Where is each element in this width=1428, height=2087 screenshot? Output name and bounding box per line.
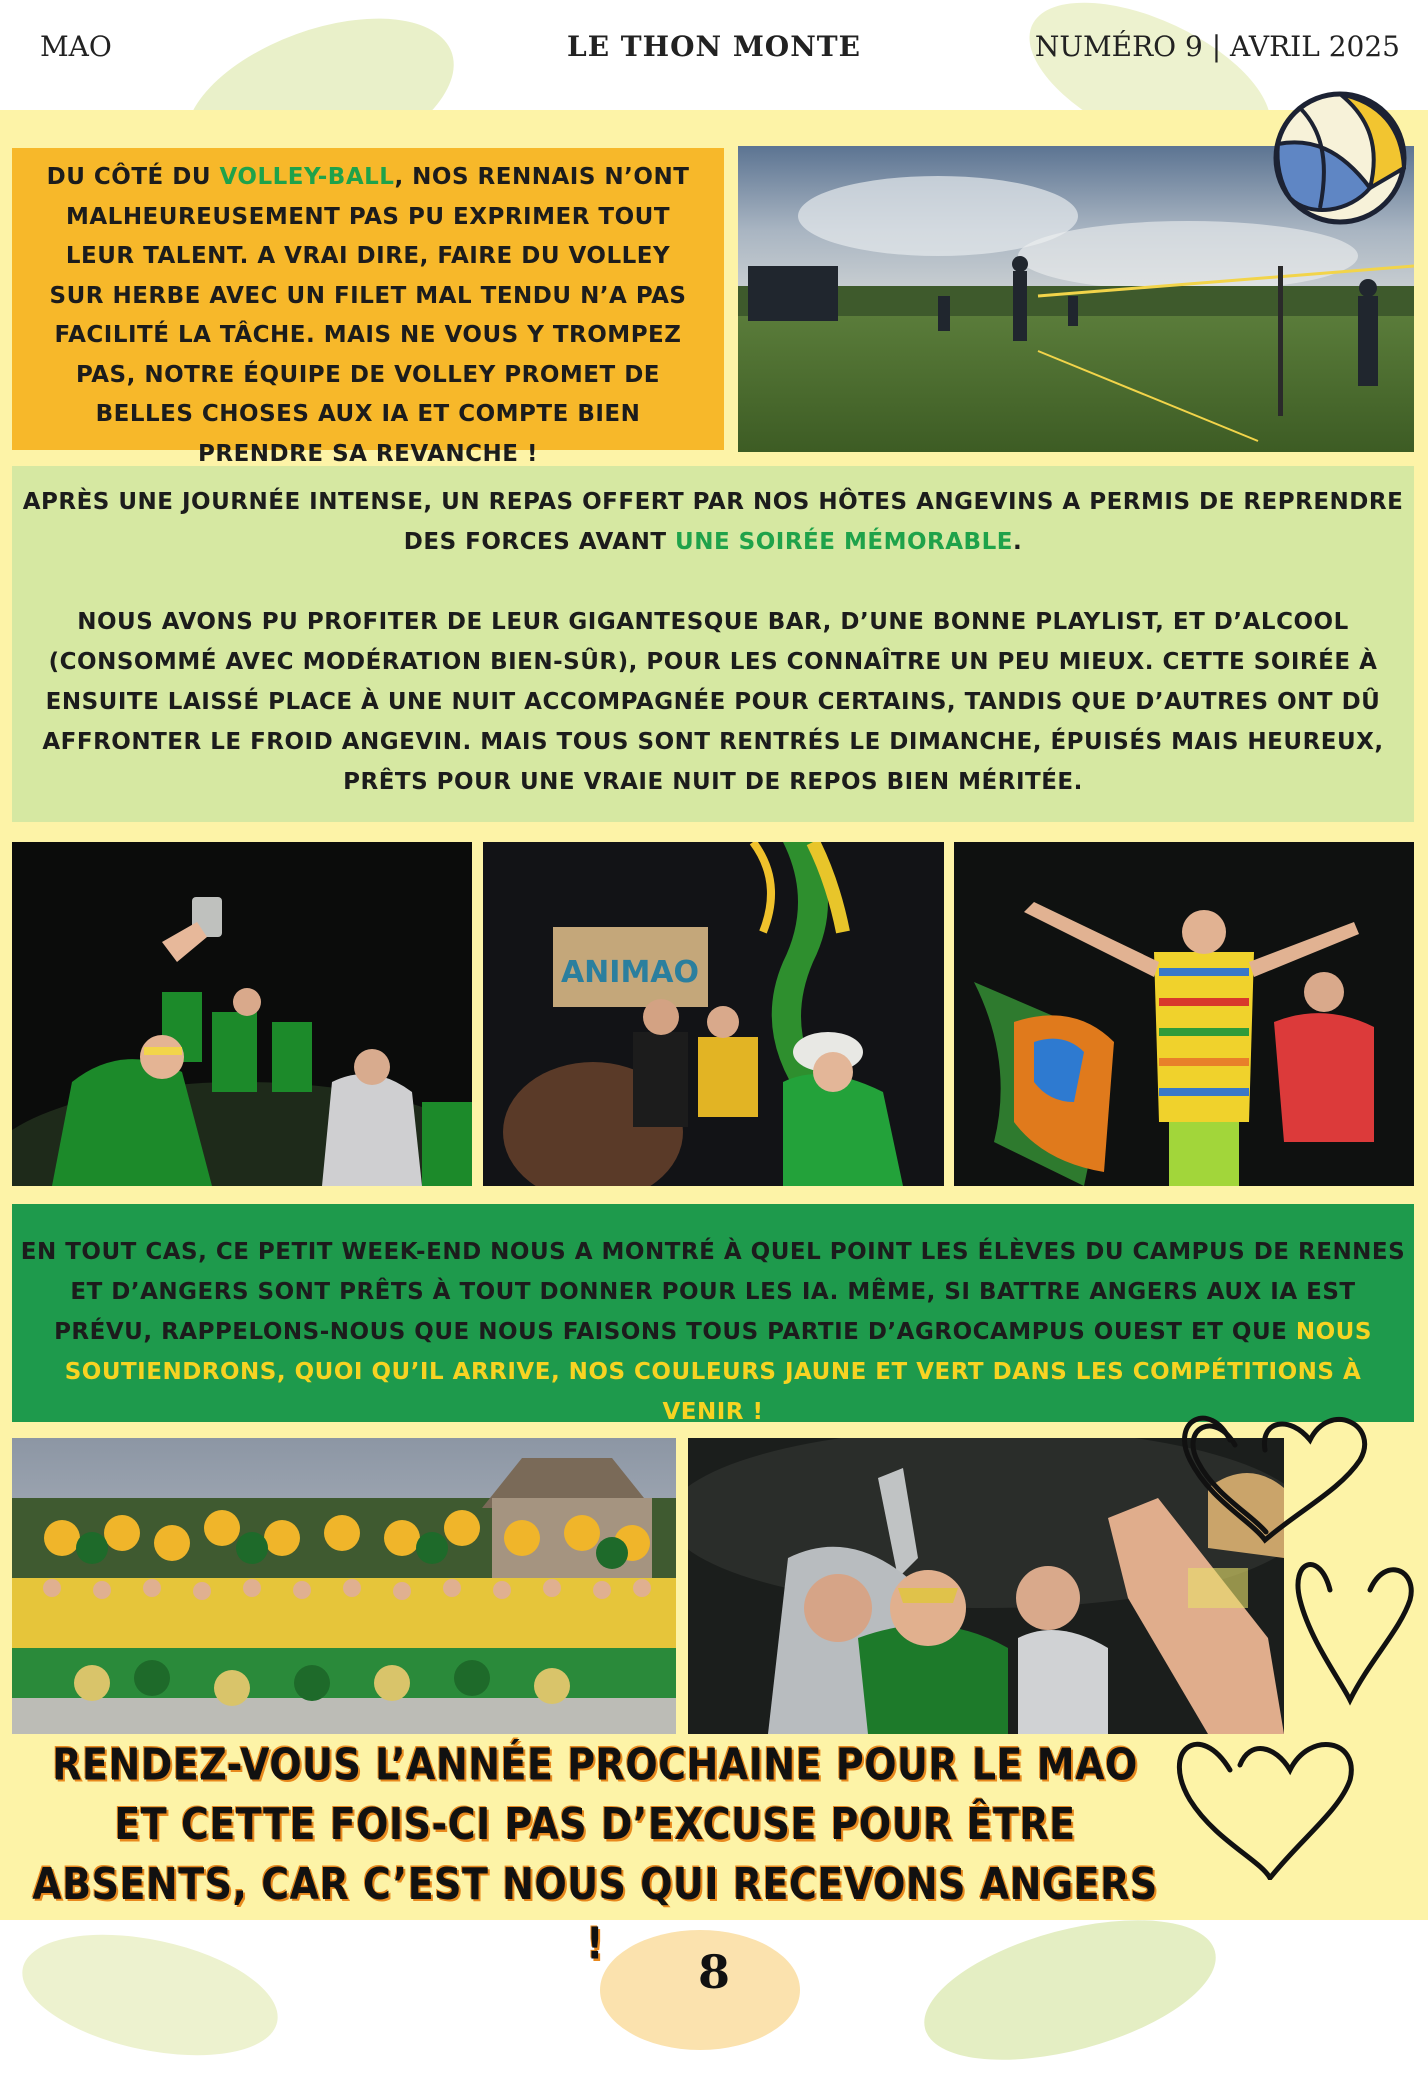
party-photo-1 (12, 842, 472, 1186)
party-photo-2 (483, 842, 944, 1186)
volleyball-text-after: , NOS RENNAIS N’ONT MALHEUREUSEMENT PAS PU EXPRIMER TOUT LEUR TALENT. A VRAI DIRE, FAIRE DU VOLLEY SUR HERBE AVEC UN FILET MAL TENDU N’A PAS FACILITÉ LA TÂCHE. MAIS NE VOUS Y TROMPEZ PAS, NOTRE ÉQUIPE DE VOLLEY PROMET DE BELLES CHOSES AUX IA ET COMPTE BIEN PRENDRE SA REVANCHE ! (49, 164, 690, 467)
conclusion-text-box (12, 1204, 1414, 1425)
volleyball-text-before: DU CÔTÉ DU (46, 164, 220, 190)
page-number: 8 (697, 1945, 730, 1999)
evening-highlight: UNE SOIRÉE MÉMORABLE (675, 529, 1013, 555)
conclusion-text: EN TOUT CAS, CE PETIT WEEK-END NOUS A MONTRÉ À QUEL POINT LES ÉLÈVES DU CAMPUS DE RENNES ET D’ANGERS SONT PRÊTS À TOUT DONNER POUR LES IA. MÊME, SI BATTRE ANGERS AUX IA EST PRÉVU, RAPPELONS-NOUS QUE NOUS FAISONS TOUS PARTIE D’AGROCAMPUS OUEST ET QUE (20, 1239, 1406, 1345)
volleyball-icon (1270, 88, 1410, 228)
header-publication-title: LE THON MONTE (567, 30, 861, 63)
evening-paragraph-1-text: APRÈS UNE JOURNÉE INTENSE, UN REPAS OFFERT PAR NOS HÔTES ANGEVINS A PERMIS DE REPRENDRE DES FORCES AVANT (22, 489, 1404, 555)
volleyball-highlight: VOLLEY-BALL (219, 164, 395, 190)
volleyball-text-box (12, 148, 724, 467)
evening-paragraph-1-end: . (1012, 529, 1023, 555)
cheerleaders-group-photo (12, 1438, 676, 1734)
page-header (0, 24, 1428, 68)
party-photo-3 (954, 842, 1414, 1186)
hearts-doodle (1170, 1400, 1420, 1880)
header-issue-date: NUMÉRO 9 | AVRIL 2025 (1034, 30, 1400, 63)
header-section-label: MAO (40, 30, 112, 63)
conclusion-highlight: NOUS SOUTIENDRONS, QUOI QU’IL ARRIVE, NOS COULEURS JAUNE ET VERT DANS LES COMPÉTITIONS À VENIR ! (64, 1319, 1372, 1425)
animao-sign-text: ANIMAO (560, 955, 700, 990)
closing-message: RENDEZ-VOUS L’ANNÉE PROCHAINE POUR LE MAO ET CETTE FOIS-CI PAS D’EXCUSE POUR ÊTRE ABSENTS, CAR C’EST NOUS QUI RECEVONS ANGERS ! (32, 1739, 1158, 1969)
evening-text-box (12, 466, 1414, 822)
evening-paragraph-1 (20, 482, 1406, 562)
evening-paragraph-2: NOUS AVONS PU PROFITER DE LEUR GIGANTESQUE BAR, D’UNE BONNE PLAYLIST, ET D’ALCOOL (CONSOMMÉ AVEC MODÉRATION BIEN-SÛR), POUR LES CONNAÎTRE UN PEU MIEUX. CETTE SOIRÉE À ENSUITE LAISSÉ PLACE À UNE NUIT ACCOMPAGNÉE POUR CERTAINS, TANDIS QUE D’AUTRES ONT DÛ AFFRONTER LE FROID ANGEVIN. MAIS TOUS SONT RENTRÉS LE DIMANCHE, ÉPUISÉS MAIS HEUREUX, PRÊTS POUR UNE VRAIE NUIT DE REPOS BIEN MÉRITÉE. (42, 609, 1384, 795)
